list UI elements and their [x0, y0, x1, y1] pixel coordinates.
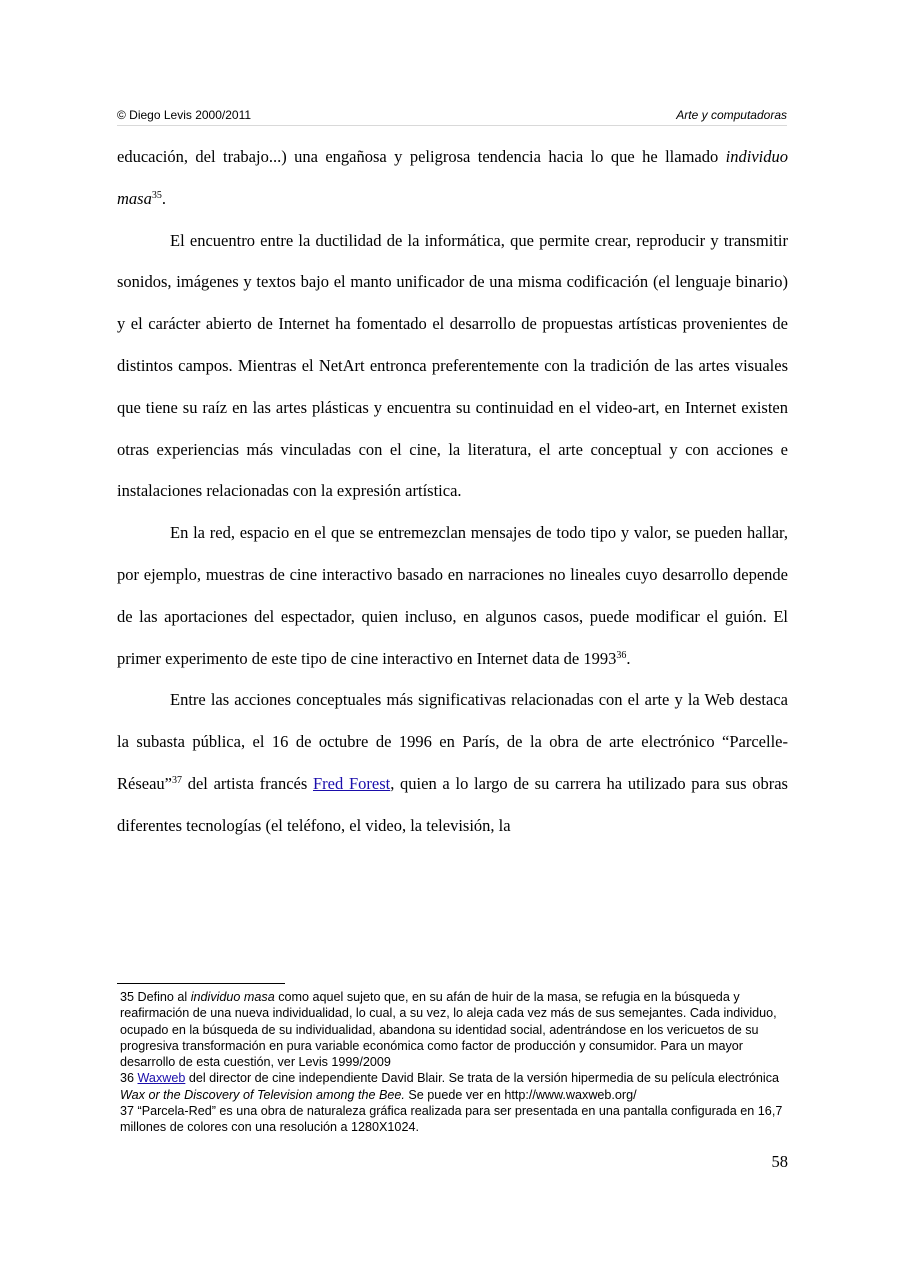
paragraph-3-end: . [626, 648, 631, 668]
paragraph-3 [117, 512, 788, 679]
footnote-35-italic: individuo masa [190, 990, 275, 1004]
paragraph-1 [117, 136, 788, 220]
footnote-36-text: del director de cine independiente David Blair. Se trata de la versión hipermedia de su película electrónica [185, 1071, 780, 1086]
paragraph-4-text-2: del artista francés [181, 773, 313, 793]
footnote-35 [120, 989, 788, 1070]
footnote-37-text: “Parcela-Red” es una obra de naturaleza gráfica realizada para ser presentada en una pantalla configurada en 16,7 millones de colores con una resolución a 1280X1024. [120, 1104, 783, 1135]
paragraph-1-text: educación, del trabajo...) una engañosa y peligrosa tendencia hacia lo que he llamado [117, 147, 726, 166]
paragraph-1-end: . [161, 188, 166, 208]
footnote-35-text: Defino al [134, 990, 191, 1004]
paragraph-4-text-3: , quien a lo largo de su carrera ha utilizado para sus obras diferentes tecnologías (el teléfono, el video, la televisión, la [117, 773, 788, 835]
running-header [117, 107, 787, 126]
footnote-36 [120, 1070, 788, 1103]
paragraph-1-italic: individuo masa [117, 147, 788, 208]
footnote-35-text-2: como aquel sujeto que, en su afán de huir de la masa, se refugia en la búsqueda y reafirmación de una nueva individualidad, lo cual, a su vez, lo aleja cada vez más de sus semejantes. Cada individuo, ocupado en la búsqueda de su individualidad, abandona su identidad social, adentrándose en los vericuetos de su progresiva transformación en pura variable económica como factor de producción y consumidor. Para un mayor desarrollo de esta cuestión, ver Levis 1999/2009 [120, 990, 777, 1070]
footnote-36-italic: Wax or the Discovery of Television among the Bee. [120, 1087, 405, 1102]
body-text [117, 136, 788, 847]
footnote-36-text-2: Se puede ver en http://www.waxweb.org/ [404, 1087, 637, 1102]
paragraph-4-text: Entre las acciones conceptuales más significativas relacionadas con el arte y la Web destaca la subasta pública, el 16 de octubre de 1996 en París, de la obra de arte electrónico “Parcelle-Réseau” [117, 690, 788, 793]
footnote-ref-36[interactable]: 36 [616, 649, 627, 661]
header-title: Arte y computadoras [676, 108, 787, 122]
paragraph-3-text: En la red, espacio en el que se entremezclan mensajes de todo tipo y valor, se pueden hallar, por ejemplo, muestras de cine interactivo basado en narraciones no lineales cuyo desarrollo depende de las aportaciones del espectador, quien incluso, en algunos casos, puede modificar el guión. El primer experimento de este tipo de cine interactivo en Internet data de 1993 [117, 523, 788, 668]
page-number: 58 [771, 1152, 788, 1171]
footnote-37 [120, 1103, 788, 1136]
footnote-ref-37[interactable]: 37 [171, 774, 182, 786]
paragraph-4 [117, 679, 788, 846]
header-author: © Diego Levis 2000/2011 [117, 108, 252, 122]
paragraph-2: El encuentro entre la ductilidad de la informática, que permite crear, reproducir y transmitir sonidos, imágenes y textos bajo el manto unificador de una misma codificación (el lenguaje binario) y el carácter abierto de Internet ha fomentado el desarrollo de propuestas artísticas provenientes de distintos campos. Mientras el NetArt entronca preferentemente con la tradición de las artes visuales que tiene su raíz en las artes plásticas y encuentra su continuidad en el video-art, en Internet existen otras experiencias más vinculadas con el cine, la literatura, el arte conceptual y con acciones e instalaciones relacionadas con la expresión artística. [117, 230, 788, 501]
footnotes [120, 989, 788, 1136]
footnote-35-number: 35 [120, 990, 135, 1004]
waxweb-link[interactable]: Waxweb [137, 1071, 186, 1086]
footnote-ref-35[interactable]: 35 [151, 189, 162, 201]
fred-forest-link[interactable]: Fred Forest [312, 773, 391, 793]
footnote-36-number: 36 [120, 1071, 135, 1086]
footnote-separator [117, 983, 285, 984]
footnote-37-number: 37 [120, 1104, 135, 1119]
